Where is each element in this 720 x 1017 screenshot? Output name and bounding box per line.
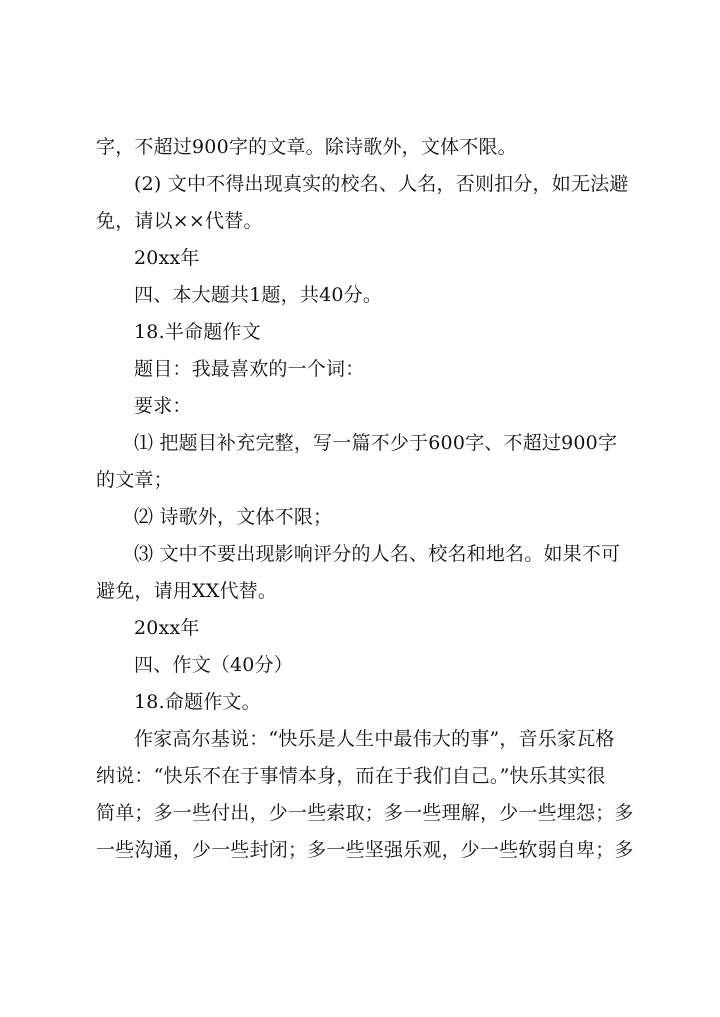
paragraph-line: 简单；多一些付出，少一些索取；多一些理解，少一些埋怨；多	[96, 802, 634, 824]
list-item: ⑵ 诗歌外，文体不限；	[134, 506, 333, 528]
paragraph-line: 纳说：“快乐不在于事情本身，而在于我们自己。”快乐其实很	[96, 765, 606, 787]
paragraph-line: 作家高尔基说：“快乐是人生中最伟大的事”，音乐家瓦格	[134, 728, 615, 750]
section-heading: 四、本大题共1题，共40分。	[134, 284, 383, 306]
text-line: 字，不超过900字的文章。除诗歌外，文体不限。	[96, 136, 517, 158]
paragraph-line: 一些沟通，少一些封闭；多一些坚强乐观，少一些软弱自卑；多	[96, 839, 634, 861]
text-line: 20xx年	[134, 617, 200, 639]
text-line: (2) 文中不得出现真实的校名、人名，否则扣分，如无法避	[134, 173, 629, 195]
question-title: 18.半命题作文	[134, 321, 261, 343]
text-line: 20xx年	[134, 247, 200, 269]
text-line: 免，请以××代替。	[96, 210, 263, 232]
text-line: 要求：	[134, 395, 192, 417]
text-line: 避免，请用XX代替。	[96, 580, 278, 602]
list-item: ⑶ 文中不要出现影响评分的人名、校名和地名。如果不可	[134, 543, 621, 565]
list-item: ⑴ 把题目补充完整，写一篇不少于600字、不超过900字	[134, 432, 618, 454]
text-line: 题目：我最喜欢的一个词：	[134, 358, 365, 380]
question-title: 18.命题作文。	[134, 691, 261, 713]
text-line: 的文章；	[96, 469, 173, 491]
section-heading: 四、作文（40分）	[134, 654, 293, 676]
